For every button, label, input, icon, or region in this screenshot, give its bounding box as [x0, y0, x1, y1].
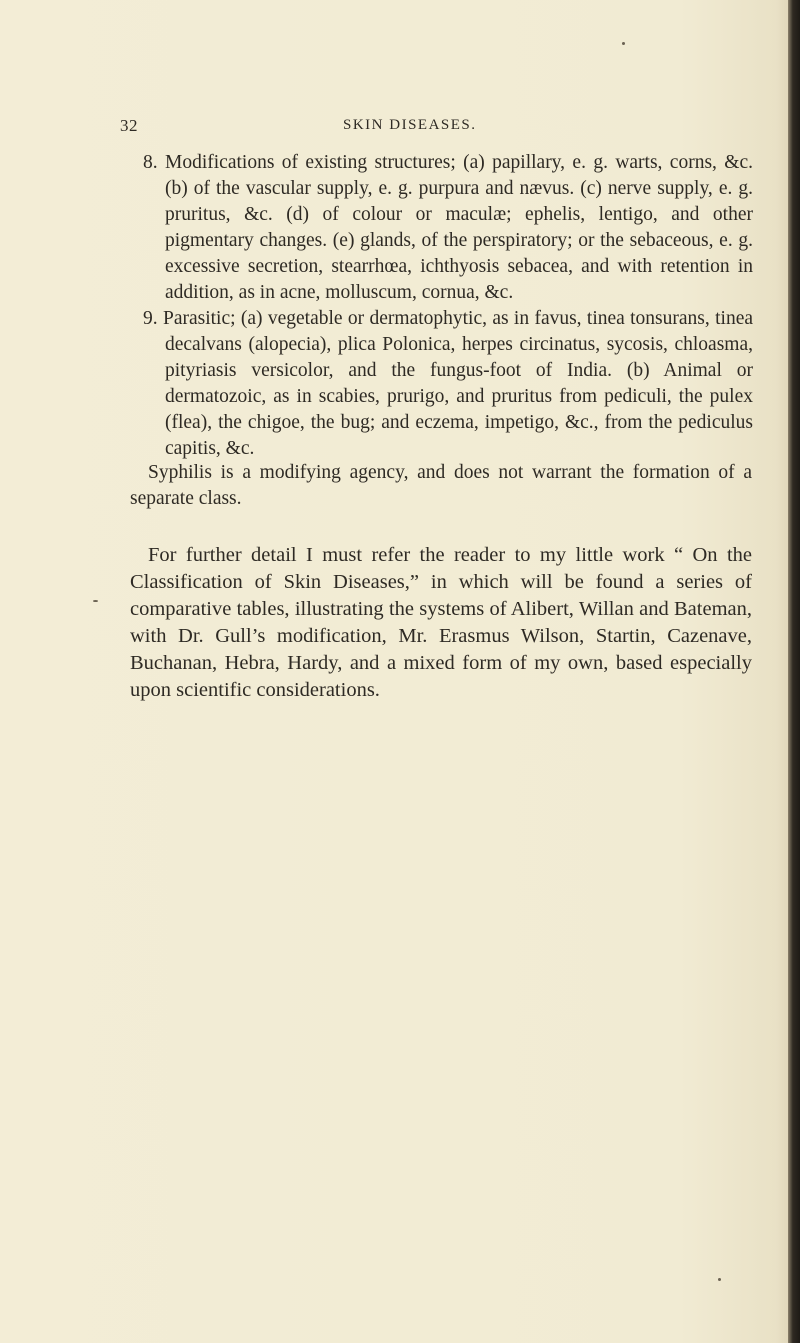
paper-speck	[622, 42, 625, 45]
list-item-9	[143, 306, 753, 462]
page-edge-shadow	[788, 0, 800, 1343]
running-title: SKIN DISEASES.	[343, 117, 477, 133]
item-number: 8.	[143, 152, 158, 173]
item-number: 9.	[143, 308, 158, 329]
further-detail-paragraph: For further detail I must refer the reader to my little work “ On the Classification of Skin Diseases,” in which will be found a series of comparative tables, illustrating the systems of Alibert, Willan and Bateman, with Dr. Gull’s modification, Mr. Erasmus Wilson, Startin, Cazenave, Buchanan, Hebra, Hardy, and a mixed form of my own, based especially upon scientific considerations.	[130, 544, 752, 701]
item-text: Parasitic; (a) vegetable or dermatophytic, as in favus, tinea tonsurans, tinea decalvans (alopecia), plica Polonica, herpes circinatus, sycosis, chloasma, pityriasis versicolor, and the fungus-foot of India. (b) Animal or dermatozoic, as in scabies, prurigo, and pruritus from pediculi, the pulex (flea), the chigoe, the bug; and eczema, impetigo, &c., from the pediculus capitis, &c.	[162, 308, 753, 459]
classification-list	[143, 150, 753, 462]
item-text: Modifications of existing structures; (a) papillary, e. g. warts, corns, &c. (b) of the vascular supply, e. g. purpura and nævus. (c) nerve supply, e. g. pruritus, &c. (d) of colour or maculæ; ephelis, lentigo, and other pigmentary changes. (e) glands, of the perspiratory; or the sebaceous, e. g. excessive secretion, stearrhœa, ichthyosis sebacea, and with retention in addition, as in acne, molluscum, cornua, &c.	[165, 152, 753, 303]
syphilis-paragraph: Syphilis is a modifying agency, and does not warrant the formation of a separate class.	[130, 462, 752, 509]
page-number: 32	[120, 116, 138, 135]
page-header	[120, 116, 650, 138]
list-item-8	[143, 150, 753, 306]
paper-speck	[718, 1278, 721, 1281]
paper-speck	[93, 600, 98, 602]
